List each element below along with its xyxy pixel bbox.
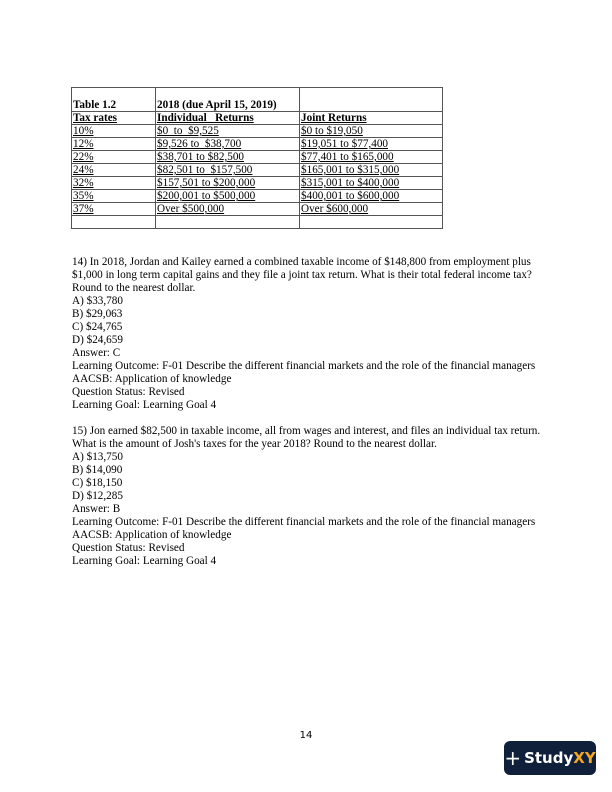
joint-cell: $400,001 to $600,000 bbox=[300, 190, 443, 203]
header-tax-rates: Tax rates bbox=[72, 112, 156, 125]
individual-cell: $0 to $9,525 bbox=[156, 125, 300, 138]
brand-name-part2: XY bbox=[573, 749, 596, 767]
aacsb: AACSB: Application of knowledge bbox=[72, 529, 232, 541]
table-blank-row bbox=[72, 216, 443, 229]
rate-cell: 22% bbox=[72, 151, 156, 164]
table-row bbox=[72, 138, 443, 151]
learning-outcome: Learning Outcome: F-01 Describe the different financial markets and the role of the financial managers bbox=[72, 516, 536, 528]
table-year-heading: 2018 (due April 15, 2019) bbox=[156, 88, 300, 112]
individual-cell: $38,701 to $82,500 bbox=[156, 151, 300, 164]
question-15 bbox=[72, 425, 542, 568]
learning-goal: Learning Goal: Learning Goal 4 bbox=[72, 555, 217, 567]
table-header-row bbox=[72, 112, 443, 125]
rate-cell: 12% bbox=[72, 138, 156, 151]
table-row bbox=[72, 125, 443, 138]
blank-cell bbox=[156, 216, 300, 229]
table-empty-cell bbox=[300, 88, 443, 112]
question-status: Question Status: Revised bbox=[72, 386, 185, 398]
rate-cell: 37% bbox=[72, 203, 156, 216]
individual-cell: $9,526 to $38,700 bbox=[156, 138, 300, 151]
option-d: D) $12,285 bbox=[72, 490, 123, 502]
answer: Answer: B bbox=[72, 503, 121, 515]
table-row bbox=[72, 190, 443, 203]
option-c: C) $18,150 bbox=[72, 477, 123, 489]
joint-cell: $77,401 to $165,000 bbox=[300, 151, 443, 164]
table-row bbox=[72, 164, 443, 177]
question-status: Question Status: Revised bbox=[72, 542, 185, 554]
table-row bbox=[72, 151, 443, 164]
table-title: Table 1.2 bbox=[72, 88, 156, 112]
learning-outcome: Learning Outcome: F-01 Describe the different financial markets and the role of the financial managers bbox=[72, 360, 536, 372]
header-individual-returns: Individual Returns bbox=[156, 112, 300, 125]
blank-cell bbox=[72, 216, 156, 229]
plus-icon: + bbox=[504, 746, 522, 770]
option-a: A) $33,780 bbox=[72, 295, 123, 307]
question-14 bbox=[72, 256, 542, 412]
tax-rate-table bbox=[71, 87, 443, 229]
option-c: C) $24,765 bbox=[72, 321, 123, 333]
joint-cell: $0 to $19,050 bbox=[300, 125, 443, 138]
joint-cell: $19,051 to $77,400 bbox=[300, 138, 443, 151]
individual-cell: $82,501 to $157,500 bbox=[156, 164, 300, 177]
rate-cell: 32% bbox=[72, 177, 156, 190]
answer: Answer: C bbox=[72, 347, 121, 359]
option-b: B) $29,063 bbox=[72, 308, 123, 320]
joint-cell: $315,001 to $400,000 bbox=[300, 177, 443, 190]
individual-cell: $157,501 to $200,000 bbox=[156, 177, 300, 190]
page-number: 14 bbox=[299, 730, 313, 741]
rate-cell: 10% bbox=[72, 125, 156, 138]
question-text: 15) Jon earned $82,500 in taxable income, all from wages and interest, and files an individual tax return. What is the amount of Josh's taxes for the year 2018? Round to the nearest dollar. bbox=[72, 425, 541, 450]
option-d: D) $24,659 bbox=[72, 334, 123, 346]
rate-cell: 24% bbox=[72, 164, 156, 177]
header-joint-returns: Joint Returns bbox=[300, 112, 443, 125]
table-row bbox=[72, 177, 443, 190]
table-title-row bbox=[72, 88, 443, 112]
blank-cell bbox=[300, 216, 443, 229]
joint-cell: $165,001 to $315,000 bbox=[300, 164, 443, 177]
learning-goal: Learning Goal: Learning Goal 4 bbox=[72, 399, 217, 411]
individual-cell: $200,001 to $500,000 bbox=[156, 190, 300, 203]
brand-name-part1: Study bbox=[524, 749, 574, 767]
question-text: 14) In 2018, Jordan and Kailey earned a combined taxable income of $148,800 from employment plus $1,000 in long term capital gains and they file a joint tax return. What is their total federal income tax? Round to the nearest dollar. bbox=[72, 256, 532, 294]
option-a: A) $13,750 bbox=[72, 451, 123, 463]
questions-section bbox=[72, 256, 542, 568]
spacer bbox=[72, 412, 542, 425]
option-b: B) $14,090 bbox=[72, 464, 123, 476]
table-row bbox=[72, 203, 443, 216]
individual-cell: Over $500,000 bbox=[156, 203, 300, 216]
rate-cell: 35% bbox=[72, 190, 156, 203]
studyxy-badge[interactable] bbox=[504, 741, 596, 775]
aacsb: AACSB: Application of knowledge bbox=[72, 373, 232, 385]
joint-cell: Over $600,000 bbox=[300, 203, 443, 216]
